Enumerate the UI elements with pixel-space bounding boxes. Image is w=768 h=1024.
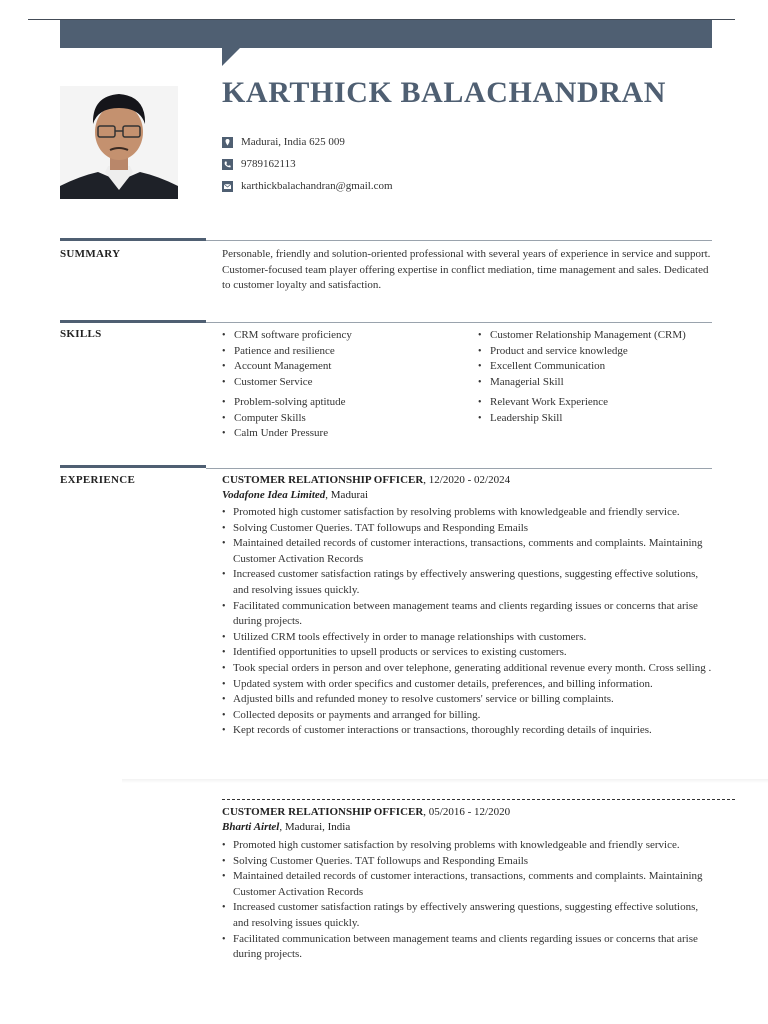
- skill-item: • Leadership Skill: [478, 411, 608, 427]
- job-bullet: • Took special orders in person and over telephone, generating additional revenue every month. Cross selling .: [222, 661, 712, 677]
- skills-rule-thick: [60, 320, 206, 323]
- candidate-name: KARTHICK BALACHANDRAN: [222, 76, 667, 109]
- job-1-company: Vodafone Idea Limited: [222, 489, 326, 501]
- skill-item: • Calm Under Pressure: [222, 426, 346, 442]
- job-1-bullets: [222, 505, 712, 739]
- job-bullet: • Promoted high customer satisfaction by resolving problems with knowledgeable and friendly service.: [222, 838, 712, 854]
- skill-item: • Computer Skills: [222, 411, 346, 427]
- job-bullet: • Increased customer satisfaction ratings by effectively answering questions, suggesting effective solutions, and resolving issues quickly.: [222, 900, 712, 931]
- job-bullet: • Solving Customer Queries. TAT followups and Responding Emails: [222, 521, 712, 537]
- job-divider: [222, 799, 735, 800]
- summary-rule-thin: [206, 240, 712, 241]
- job-2-location: , Madurai, India: [279, 821, 351, 833]
- header-band: [60, 20, 712, 48]
- job-bullet: • Adjusted bills and refunded money to resolve customers' service or billing complaints.: [222, 692, 712, 708]
- job-bullet: • Kept records of customer interactions or transactions, thoroughly recording details of inquiries.: [222, 723, 712, 739]
- skill-item: • CRM software proficiency: [222, 328, 352, 344]
- job-bullet: • Facilitated communication between management teams and clients regarding issues or concerns that arise during projects.: [222, 599, 712, 630]
- job-bullet: • Promoted high customer satisfaction by resolving problems with knowledgeable and friendly service.: [222, 505, 712, 521]
- job-bullet: • Maintained detailed records of customer interactions, transactions, comments and complaints. Maintaining Customer Activation Records: [222, 869, 712, 900]
- job-1-location: , Madurai: [325, 489, 369, 501]
- skills-list-right-2: [478, 395, 608, 426]
- job-1-company-line: [222, 489, 368, 501]
- skill-item: • Product and service knowledge: [478, 344, 686, 360]
- skill-item: • Problem-solving aptitude: [222, 395, 346, 411]
- job-1-role: CUSTOMER RELATIONSHIP OFFICER: [222, 474, 424, 486]
- experience-rule-thick: [60, 465, 206, 468]
- job-1-title: [222, 474, 510, 486]
- address-text: Madurai, India 625 009: [241, 136, 345, 148]
- job-bullet: • Facilitated communication between management teams and clients regarding issues or concerns that arise during projects.: [222, 932, 712, 963]
- job-2-company-line: [222, 821, 350, 833]
- job-2-dates: , 05/2016 - 12/2020: [423, 806, 511, 818]
- job-bullet: • Updated system with order specifics and customer details, preferences, and billing information.: [222, 677, 712, 693]
- skills-rule-thin: [206, 322, 712, 323]
- skill-item: • Customer Relationship Management (CRM): [478, 328, 686, 344]
- job-bullet: • Increased customer satisfaction ratings by effectively answering questions, suggesting effective solutions, and resolving issues quickly.: [222, 567, 712, 598]
- skill-item: • Excellent Communication: [478, 359, 686, 375]
- experience-rule-thin: [206, 468, 712, 469]
- header-notch: [222, 48, 240, 66]
- skill-item: • Managerial Skill: [478, 375, 686, 391]
- location-pin-icon: [222, 137, 233, 148]
- scan-seam: [122, 779, 768, 783]
- email-text[interactable]: karthickbalachandran@gmail.com: [241, 180, 393, 192]
- experience-heading: EXPERIENCE: [60, 474, 136, 486]
- job-bullet: • Collected deposits or payments and arranged for billing.: [222, 708, 712, 724]
- job-2-title: [222, 806, 510, 818]
- skills-list-left-1: [222, 328, 352, 390]
- summary-heading: SUMMARY: [60, 248, 121, 260]
- summary-rule-thick: [60, 238, 206, 241]
- job-1-dates: , 12/2020 - 02/2024: [423, 474, 511, 486]
- envelope-icon: [222, 181, 233, 192]
- contact-address: [222, 134, 522, 150]
- job-bullet: • Utilized CRM tools effectively in order to manage relationships with customers.: [222, 630, 712, 646]
- skills-heading: SKILLS: [60, 328, 102, 340]
- skill-item: • Customer Service: [222, 375, 352, 391]
- profile-photo: [60, 86, 178, 199]
- job-bullet: • Solving Customer Queries. TAT followups and Responding Emails: [222, 854, 712, 870]
- job-bullet: • Maintained detailed records of customer interactions, transactions, comments and complaints. Maintaining Customer Activation Records: [222, 536, 712, 567]
- phone-text: 9789162113: [241, 158, 296, 170]
- contact-email: [222, 178, 522, 194]
- skill-item: • Patience and resilience: [222, 344, 352, 360]
- job-bullet: • Identified opportunities to upsell products or services to existing customers.: [222, 645, 712, 661]
- skills-list-right-1: [478, 328, 686, 390]
- job-2-bullets: [222, 838, 712, 963]
- phone-icon: [222, 159, 233, 170]
- job-2-company: Bharti Airtel: [222, 821, 280, 833]
- job-2-role: CUSTOMER RELATIONSHIP OFFICER: [222, 806, 424, 818]
- skill-item: • Account Management: [222, 359, 352, 375]
- skill-item: • Relevant Work Experience: [478, 395, 608, 411]
- skills-list-left-2: [222, 395, 346, 442]
- contact-phone: [222, 156, 522, 172]
- summary-paragraph: Personable, friendly and solution-oriented professional with several years of experience in service and support. Customer-focused team player offering expertise in conflict mediation, time management and sales. Dedicated to customer loyalty and satisfaction.: [222, 248, 711, 291]
